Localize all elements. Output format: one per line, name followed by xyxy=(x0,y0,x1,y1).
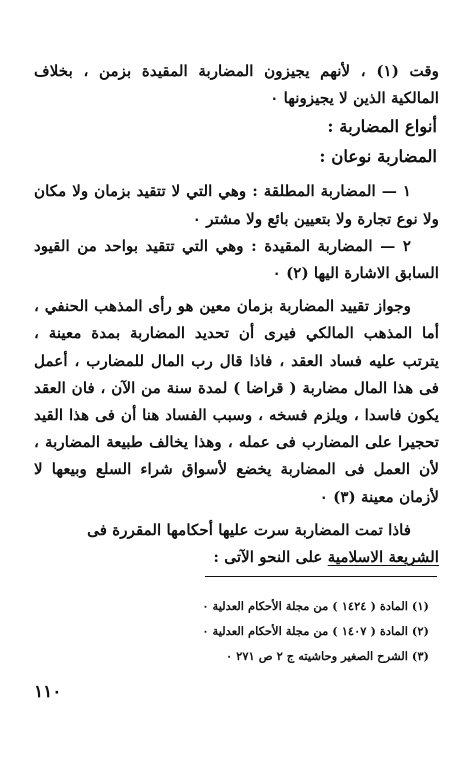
main-text xyxy=(34,58,439,571)
footnote-1: (١) المادة ( ١٤٢٤ ) من مجلة الأحكام العدلية ٠ xyxy=(202,599,429,613)
footnote-divider xyxy=(205,576,437,577)
main-paragraph: وجواز تقييد المضاربة بزمان معين هو رأى المذهب الحنفي ، أما المذهب المالكي فيرى أن تحديد المضاربة بمدة معينة ، يترتب عليه فساد العقد ، فاذا قال رب المال للمضارب ، أعمل فى هذا المال مضاربة ( قراضا ) لمدة سنة من الآن ، فان العقد يكون فاسدا ، ويلزم فسخه ، وسبب الفساد هنا أن فى هذا القيد تحجيرا على المضارب فى عمله ، وهذا يخالف طبيعة المضاربة ، لأن العمل فى المضاربة يخضع لأسواق شراء السلع وبيعها لا لأزمان معينة (٣) ٠ xyxy=(34,297,440,506)
closing-text-start: فاذا تمت المضاربة سرت عليها أحكامها المقررة فى xyxy=(87,520,411,539)
list-item-2: ٢ — المضاربة المقيدة : وهي التي تتقيد بواحد من القيود السابق الاشارة اليها (٢) ٠ xyxy=(34,236,439,283)
page-number: ١١٠ xyxy=(34,682,62,702)
closing-paragraph xyxy=(34,517,439,571)
footnote-2: (٢) المادة ( ١٤٠٧ ) من مجلة الأحكام العدلية ٠ xyxy=(202,624,429,638)
footnote-3: (٣) الشرح الصغير وحاشيته ج ٢ ص ٢٧١ ٠ xyxy=(225,649,429,663)
intro-paragraph: وقت (١) ، لأنهم يجيزون المضاربة المقيدة بزمن ، بخلاف المالكية الذين لا يجيزونها ٠ xyxy=(34,62,439,108)
closing-text-end: على النحو الآتى : xyxy=(213,548,328,567)
section-heading: أنواع المضاربة : xyxy=(327,117,437,137)
subsection-heading: المضاربة نوعان : xyxy=(319,147,437,167)
list-item-1: ١ — المضاربة المطلقة : وهي التي لا تتقيد بزمان ولا مكان ولا نوع تجارة ولا بتعيين بائع ولا مشتر ٠ xyxy=(34,182,439,228)
footnotes xyxy=(40,594,429,669)
underlined-phrase: الشريعة الاسلامية xyxy=(327,548,439,567)
